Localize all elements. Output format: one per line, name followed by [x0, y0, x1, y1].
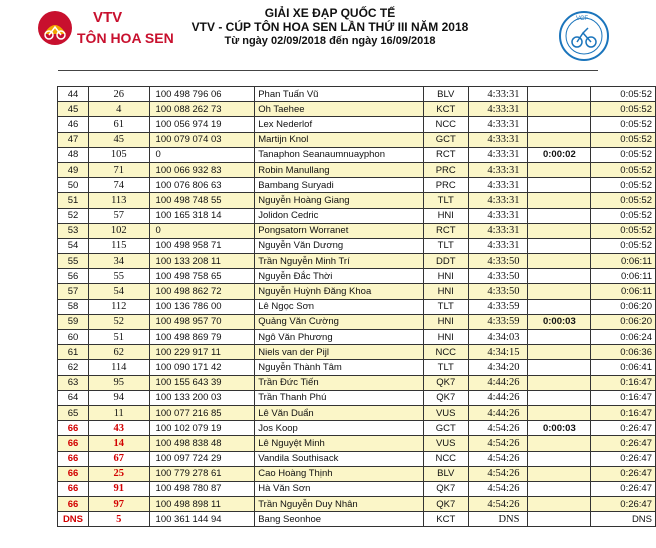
time-cell: 4:34:20 [468, 360, 528, 375]
table-row [58, 330, 656, 345]
rider-name-cell: Pongsatorn Worranet [255, 223, 424, 238]
rank-cell: 60 [58, 330, 89, 345]
team-cell: KCT [423, 102, 468, 117]
gap-cell: 0:06:36 [591, 345, 656, 360]
rider-name-cell: Bambang Suryadi [255, 178, 424, 193]
uci-id-cell: 100 056 974 19 [149, 117, 255, 132]
rank-cell: 66 [58, 466, 89, 481]
title-line-1: GIẢI XE ĐẠP QUỐC TẾ [264, 6, 396, 20]
table-row [58, 375, 656, 390]
gap-cell: 0:05:52 [591, 208, 656, 223]
bib-cell: 5 [88, 512, 149, 527]
rider-name-cell: Vandila Southisack [255, 451, 424, 466]
rider-name-cell: Trần Nguyễn Duy Nhân [255, 497, 424, 512]
gap-cell: 0:26:47 [591, 466, 656, 481]
time-cell: 4:33:31 [468, 102, 528, 117]
bonus-cell [528, 269, 591, 284]
table-row [58, 117, 656, 132]
time-cell: 4:33:31 [468, 147, 528, 162]
bib-cell: 51 [88, 330, 149, 345]
title-line-2: VTV - CÚP TÔN HOA SEN LẦN THỨ III NĂM 2018 [191, 20, 469, 34]
bib-cell: 11 [88, 405, 149, 420]
gap-cell: 0:06:11 [591, 284, 656, 299]
bonus-cell [528, 481, 591, 496]
uci-id-cell: 100 165 318 14 [149, 208, 255, 223]
bonus-cell [528, 360, 591, 375]
vtv-ton-hoa-sen-logo [35, 8, 175, 52]
uci-id-cell: 100 076 806 63 [149, 178, 255, 193]
table-row [58, 421, 656, 436]
time-cell: 4:33:31 [468, 178, 528, 193]
time-cell: 4:44:26 [468, 405, 528, 420]
team-cell: TLT [423, 299, 468, 314]
uci-id-cell: 100 077 216 85 [149, 405, 255, 420]
team-cell: NCC [423, 117, 468, 132]
rank-cell: 51 [58, 193, 89, 208]
time-cell: 4:44:26 [468, 390, 528, 405]
bib-cell: 57 [88, 208, 149, 223]
results-table [57, 86, 656, 527]
bonus-cell [528, 178, 591, 193]
gap-cell: 0:26:47 [591, 436, 656, 451]
table-row [58, 208, 656, 223]
rank-cell: 65 [58, 405, 89, 420]
rider-name-cell: Lê Ngọc Sơn [255, 299, 424, 314]
gap-cell: 0:05:52 [591, 193, 656, 208]
time-cell: 4:54:26 [468, 436, 528, 451]
rider-name-cell: Trần Đức Tiến [255, 375, 424, 390]
uci-id-cell: 0 [149, 147, 255, 162]
rank-cell: 66 [58, 451, 89, 466]
uci-id-cell: 100 498 780 87 [149, 481, 255, 496]
rider-name-cell: Nguyễn Hoàng Giang [255, 193, 424, 208]
logo-vtv-text: VTV [93, 9, 123, 26]
gap-cell: 0:16:47 [591, 390, 656, 405]
bib-cell: 55 [88, 269, 149, 284]
time-cell: DNS [468, 512, 528, 527]
rider-name-cell: Nguyễn Thành Tâm [255, 360, 424, 375]
gap-cell: 0:26:47 [591, 497, 656, 512]
time-cell: 4:33:50 [468, 269, 528, 284]
bib-cell: 113 [88, 193, 149, 208]
gap-cell: 0:05:52 [591, 178, 656, 193]
rank-cell: 56 [58, 269, 89, 284]
bonus-cell [528, 284, 591, 299]
rank-cell: 52 [58, 208, 89, 223]
team-cell: NCC [423, 345, 468, 360]
rank-cell: 62 [58, 360, 89, 375]
bonus-cell [528, 345, 591, 360]
table-row [58, 147, 656, 162]
rider-name-cell: Tanaphon Seanaumnuayphon [255, 147, 424, 162]
team-cell: BLV [423, 466, 468, 481]
rider-name-cell: Trần Thanh Phú [255, 390, 424, 405]
bib-cell: 105 [88, 147, 149, 162]
table-row [58, 87, 656, 102]
bib-cell: 112 [88, 299, 149, 314]
uci-id-cell: 100 498 748 55 [149, 193, 255, 208]
uci-id-cell: 100 498 957 70 [149, 314, 255, 329]
gap-cell: 0:05:52 [591, 147, 656, 162]
team-cell: GCT [423, 132, 468, 147]
gap-cell: 0:26:47 [591, 451, 656, 466]
uci-id-cell: 100 498 862 72 [149, 284, 255, 299]
table-row [58, 466, 656, 481]
rank-cell: 66 [58, 436, 89, 451]
gap-cell: 0:05:52 [591, 132, 656, 147]
uci-id-cell: 100 498 898 11 [149, 497, 255, 512]
uci-id-cell: 0 [149, 223, 255, 238]
rank-cell: 66 [58, 497, 89, 512]
team-cell: VUS [423, 436, 468, 451]
rank-cell: 58 [58, 299, 89, 314]
bib-cell: 34 [88, 254, 149, 269]
table-row [58, 436, 656, 451]
uci-id-cell: 100 498 758 65 [149, 269, 255, 284]
gap-cell: 0:16:47 [591, 375, 656, 390]
team-cell: HNI [423, 330, 468, 345]
bonus-cell: 0:00:03 [528, 421, 591, 436]
rider-name-cell: Niels van der Pijl [255, 345, 424, 360]
rider-name-cell: Trần Nguyễn Minh Trí [255, 254, 424, 269]
header-divider [58, 70, 598, 71]
bonus-cell [528, 375, 591, 390]
team-cell: QK7 [423, 375, 468, 390]
rider-name-cell: Quảng Văn Cường [255, 314, 424, 329]
time-cell: 4:44:26 [468, 375, 528, 390]
rider-name-cell: Robin Manullang [255, 162, 424, 177]
time-cell: 4:33:31 [468, 117, 528, 132]
table-row [58, 481, 656, 496]
rank-cell: 63 [58, 375, 89, 390]
uci-id-cell: 100 498 838 48 [149, 436, 255, 451]
bonus-cell [528, 193, 591, 208]
bib-cell: 71 [88, 162, 149, 177]
bib-cell: 62 [88, 345, 149, 360]
team-cell: TLT [423, 360, 468, 375]
rank-cell: 64 [58, 390, 89, 405]
time-cell: 4:54:26 [468, 497, 528, 512]
gap-cell: 0:05:52 [591, 223, 656, 238]
time-cell: 4:33:50 [468, 254, 528, 269]
rank-cell: 61 [58, 345, 89, 360]
rider-name-cell: Hà Văn Sơn [255, 481, 424, 496]
bonus-cell [528, 330, 591, 345]
gap-cell: 0:06:41 [591, 360, 656, 375]
time-cell: 4:33:59 [468, 314, 528, 329]
uci-id-cell: 100 498 958 71 [149, 238, 255, 253]
uci-id-cell: 100 361 144 94 [149, 512, 255, 527]
time-cell: 4:33:31 [468, 223, 528, 238]
bib-cell: 4 [88, 102, 149, 117]
team-cell: BLV [423, 87, 468, 102]
bonus-cell [528, 497, 591, 512]
team-cell: QK7 [423, 390, 468, 405]
team-cell: HNI [423, 284, 468, 299]
team-cell: QK7 [423, 497, 468, 512]
title-line-3: Từ ngày 02/09/2018 đến ngày 16/09/2018 [224, 35, 436, 47]
bib-cell: 45 [88, 132, 149, 147]
rank-cell: 46 [58, 117, 89, 132]
table-row [58, 360, 656, 375]
vcf-logo-text: VCF [576, 16, 588, 22]
uci-id-cell: 100 090 171 42 [149, 360, 255, 375]
bonus-cell [528, 117, 591, 132]
table-row [58, 314, 656, 329]
table-row [58, 132, 656, 147]
bib-cell: 61 [88, 117, 149, 132]
team-cell: GCT [423, 421, 468, 436]
time-cell: 4:33:59 [468, 299, 528, 314]
rider-name-cell: Bang Seonhoe [255, 512, 424, 527]
team-cell: DDT [423, 254, 468, 269]
gap-cell: 0:05:52 [591, 117, 656, 132]
bib-cell: 115 [88, 238, 149, 253]
time-cell: 4:34:15 [468, 345, 528, 360]
time-cell: 4:54:26 [468, 466, 528, 481]
gap-cell: 0:05:52 [591, 162, 656, 177]
table-row [58, 451, 656, 466]
team-cell: TLT [423, 238, 468, 253]
rider-name-cell: Lê Nguyệt Minh [255, 436, 424, 451]
table-row [58, 223, 656, 238]
bonus-cell: 0:00:02 [528, 147, 591, 162]
gap-cell: 0:26:47 [591, 481, 656, 496]
team-cell: PRC [423, 162, 468, 177]
logo-brand-text: TÔN HOA SEN [77, 30, 174, 46]
bonus-cell [528, 238, 591, 253]
bonus-cell [528, 390, 591, 405]
team-cell: QK7 [423, 481, 468, 496]
uci-id-cell: 100 097 724 29 [149, 451, 255, 466]
time-cell: 4:33:31 [468, 193, 528, 208]
bib-cell: 95 [88, 375, 149, 390]
gap-cell: 0:05:52 [591, 238, 656, 253]
time-cell: 4:33:50 [468, 284, 528, 299]
rank-cell: 48 [58, 147, 89, 162]
bib-cell: 52 [88, 314, 149, 329]
rank-cell: 59 [58, 314, 89, 329]
bib-cell: 91 [88, 481, 149, 496]
bonus-cell: 0:00:03 [528, 314, 591, 329]
team-cell: NCC [423, 451, 468, 466]
rider-name-cell: Jos Koop [255, 421, 424, 436]
bonus-cell [528, 208, 591, 223]
rank-cell: 49 [58, 162, 89, 177]
table-row [58, 512, 656, 527]
gap-cell: 0:16:47 [591, 405, 656, 420]
time-cell: 4:33:31 [468, 238, 528, 253]
team-cell: PRC [423, 178, 468, 193]
rider-name-cell: Lê Văn Duẩn [255, 405, 424, 420]
table-row [58, 178, 656, 193]
bonus-cell [528, 223, 591, 238]
table-row [58, 238, 656, 253]
rider-name-cell: Nguyễn Văn Dương [255, 238, 424, 253]
team-cell: HNI [423, 269, 468, 284]
rank-cell: 47 [58, 132, 89, 147]
time-cell: 4:54:26 [468, 421, 528, 436]
bonus-cell [528, 162, 591, 177]
bonus-cell [528, 132, 591, 147]
table-row [58, 254, 656, 269]
uci-id-cell: 100 498 869 79 [149, 330, 255, 345]
team-cell: HNI [423, 208, 468, 223]
uci-id-cell: 100 155 643 39 [149, 375, 255, 390]
gap-cell: 0:05:52 [591, 87, 656, 102]
gap-cell: 0:05:52 [591, 102, 656, 117]
team-cell: RCT [423, 223, 468, 238]
uci-id-cell: 100 229 917 11 [149, 345, 255, 360]
bonus-cell [528, 87, 591, 102]
rider-name-cell: Nguyễn Đắc Thời [255, 269, 424, 284]
rank-cell: 45 [58, 102, 89, 117]
table-row [58, 284, 656, 299]
bib-cell: 102 [88, 223, 149, 238]
rank-cell: 66 [58, 421, 89, 436]
page-header [0, 0, 656, 80]
team-cell: HNI [423, 314, 468, 329]
rank-cell: 66 [58, 481, 89, 496]
gap-cell: 0:06:20 [591, 299, 656, 314]
uci-id-cell: 100 498 796 06 [149, 87, 255, 102]
rank-cell: DNS [58, 512, 89, 527]
rank-cell: 55 [58, 254, 89, 269]
vcf-logo [558, 10, 610, 62]
bib-cell: 74 [88, 178, 149, 193]
document-titles [180, 6, 480, 48]
uci-id-cell: 100 088 262 73 [149, 102, 255, 117]
uci-id-cell: 100 136 786 00 [149, 299, 255, 314]
table-row [58, 497, 656, 512]
rider-name-cell: Nguyễn Huỳnh Đăng Khoa [255, 284, 424, 299]
bonus-cell [528, 436, 591, 451]
uci-id-cell: 100 066 932 83 [149, 162, 255, 177]
bib-cell: 25 [88, 466, 149, 481]
gap-cell: 0:06:11 [591, 254, 656, 269]
table-row [58, 405, 656, 420]
table-row [58, 269, 656, 284]
uci-id-cell: 100 133 208 11 [149, 254, 255, 269]
team-cell: VUS [423, 405, 468, 420]
bib-cell: 43 [88, 421, 149, 436]
uci-id-cell: 100 079 074 03 [149, 132, 255, 147]
rank-cell: 53 [58, 223, 89, 238]
rank-cell: 54 [58, 238, 89, 253]
table-row [58, 102, 656, 117]
uci-id-cell: 100 779 278 61 [149, 466, 255, 481]
bonus-cell [528, 512, 591, 527]
gap-cell: 0:06:20 [591, 314, 656, 329]
table-row [58, 162, 656, 177]
bib-cell: 97 [88, 497, 149, 512]
rank-cell: 44 [58, 87, 89, 102]
rider-name-cell: Jolidon Cedric [255, 208, 424, 223]
rank-cell: 57 [58, 284, 89, 299]
team-cell: RCT [423, 147, 468, 162]
gap-cell: DNS [591, 512, 656, 527]
uci-id-cell: 100 133 200 03 [149, 390, 255, 405]
bib-cell: 114 [88, 360, 149, 375]
time-cell: 4:33:31 [468, 208, 528, 223]
time-cell: 4:33:31 [468, 87, 528, 102]
bib-cell: 14 [88, 436, 149, 451]
bib-cell: 26 [88, 87, 149, 102]
rider-name-cell: Martijn Knol [255, 132, 424, 147]
rider-name-cell: Oh Taehee [255, 102, 424, 117]
bonus-cell [528, 451, 591, 466]
rider-name-cell: Lex Nederlof [255, 117, 424, 132]
time-cell: 4:33:31 [468, 162, 528, 177]
bonus-cell [528, 102, 591, 117]
gap-cell: 0:06:11 [591, 269, 656, 284]
time-cell: 4:54:26 [468, 481, 528, 496]
bonus-cell [528, 254, 591, 269]
bonus-cell [528, 299, 591, 314]
gap-cell: 0:26:47 [591, 421, 656, 436]
uci-id-cell: 100 102 079 19 [149, 421, 255, 436]
bib-cell: 94 [88, 390, 149, 405]
team-cell: TLT [423, 193, 468, 208]
table-row [58, 299, 656, 314]
table-row [58, 193, 656, 208]
rank-cell: 50 [58, 178, 89, 193]
table-row [58, 390, 656, 405]
bib-cell: 54 [88, 284, 149, 299]
time-cell: 4:54:26 [468, 451, 528, 466]
team-cell: KCT [423, 512, 468, 527]
rider-name-cell: Ngô Văn Phương [255, 330, 424, 345]
rider-name-cell: Cao Hoàng Thịnh [255, 466, 424, 481]
table-row [58, 345, 656, 360]
rider-name-cell: Phan Tuấn Vũ [255, 87, 424, 102]
time-cell: 4:34:03 [468, 330, 528, 345]
bonus-cell [528, 405, 591, 420]
time-cell: 4:33:31 [468, 132, 528, 147]
bib-cell: 67 [88, 451, 149, 466]
bonus-cell [528, 466, 591, 481]
gap-cell: 0:06:24 [591, 330, 656, 345]
